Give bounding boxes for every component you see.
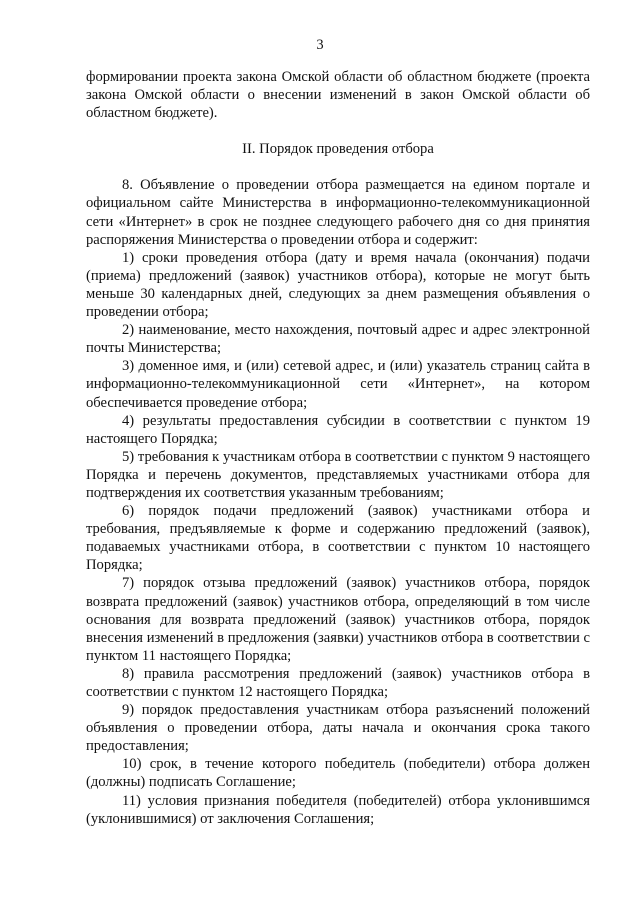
section-title: II. Порядок проведения отбора <box>242 141 434 158</box>
paragraph-8: 8. Объявление о проведении отбора размещается на едином портале и официальном сайте Министерства в информационно-телекоммуникационной сети «Интернет» в срок не позднее следующего рабочего дня со дня принятия распоряжения Министерства о проведении отбора и содержит: <box>86 177 590 248</box>
list-item-10: 10) срок, в течение которого победитель (победители) отбора должен (должны) подписать Соглашение; <box>86 756 590 791</box>
page-number: 3 <box>316 37 324 53</box>
list-item-8: 8) правила рассмотрения предложений (заявок) участников отбора в соответствии с пунктом 12 настоящего Порядка; <box>86 665 590 700</box>
document-body <box>86 68 590 828</box>
list-item-1: 1) сроки проведения отбора (дату и время начала (окончания) подачи (приема) предложений (заявок) участников отбора), которые не могут быть меньше 30 календарных дней, следующих за днем размещения объявления о проведении отбора; <box>86 249 590 321</box>
list-item-2: 2) наименование, место нахождения, почтовый адрес и адрес электронной почты Министерства; <box>86 322 590 357</box>
list-item-3: 3) доменное имя, и (или) сетевой адрес, и (или) указатель страниц сайта в информационно-телекоммуникационной сети «Интернет», на котором обеспечивается проведение отбора; <box>86 358 590 411</box>
list-item-7: 7) порядок отзыва предложений (заявок) участников отбора, порядок возврата предложений (заявок) участников отбора, определяющий в том числе основания для возврата предложений (заявок) участников отбора, порядок внесения изменений в предложения (заявки) участников отбора в соответствии с пунктом 11 настоящего Порядка; <box>86 575 590 664</box>
continuation-paragraph: формировании проекта закона Омской области об областном бюджете (проекта закона Омской области о внесении изменений в закон Омской области об областном бюджете). <box>86 69 590 122</box>
list-item-4: 4) результаты предоставления субсидии в соответствии с пунктом 19 настоящего Порядка; <box>86 412 590 447</box>
list-item-11: 11) условия признания победителя (победителей) отбора уклонившимся (уклонившимися) от заключения Соглашения; <box>86 792 590 827</box>
list-item-5: 5) требования к участникам отбора в соответствии с пунктом 9 настоящего Порядка и перечень документов, представляемых участниками отбора для подтверждения их соответствия указанным требованиям; <box>86 448 590 501</box>
list-item-6: 6) порядок подачи предложений (заявок) участниками отбора и требования, предъявляемые к форме и содержанию предложений (заявок), подаваемых участниками отбора, в соответствии с пунктом 10 настоящего Порядка; <box>86 503 590 574</box>
list-item-9: 9) порядок предоставления участникам отбора разъяснений положений объявления о проведении отбора, даты начала и окончания срока такого предоставления; <box>86 702 590 755</box>
